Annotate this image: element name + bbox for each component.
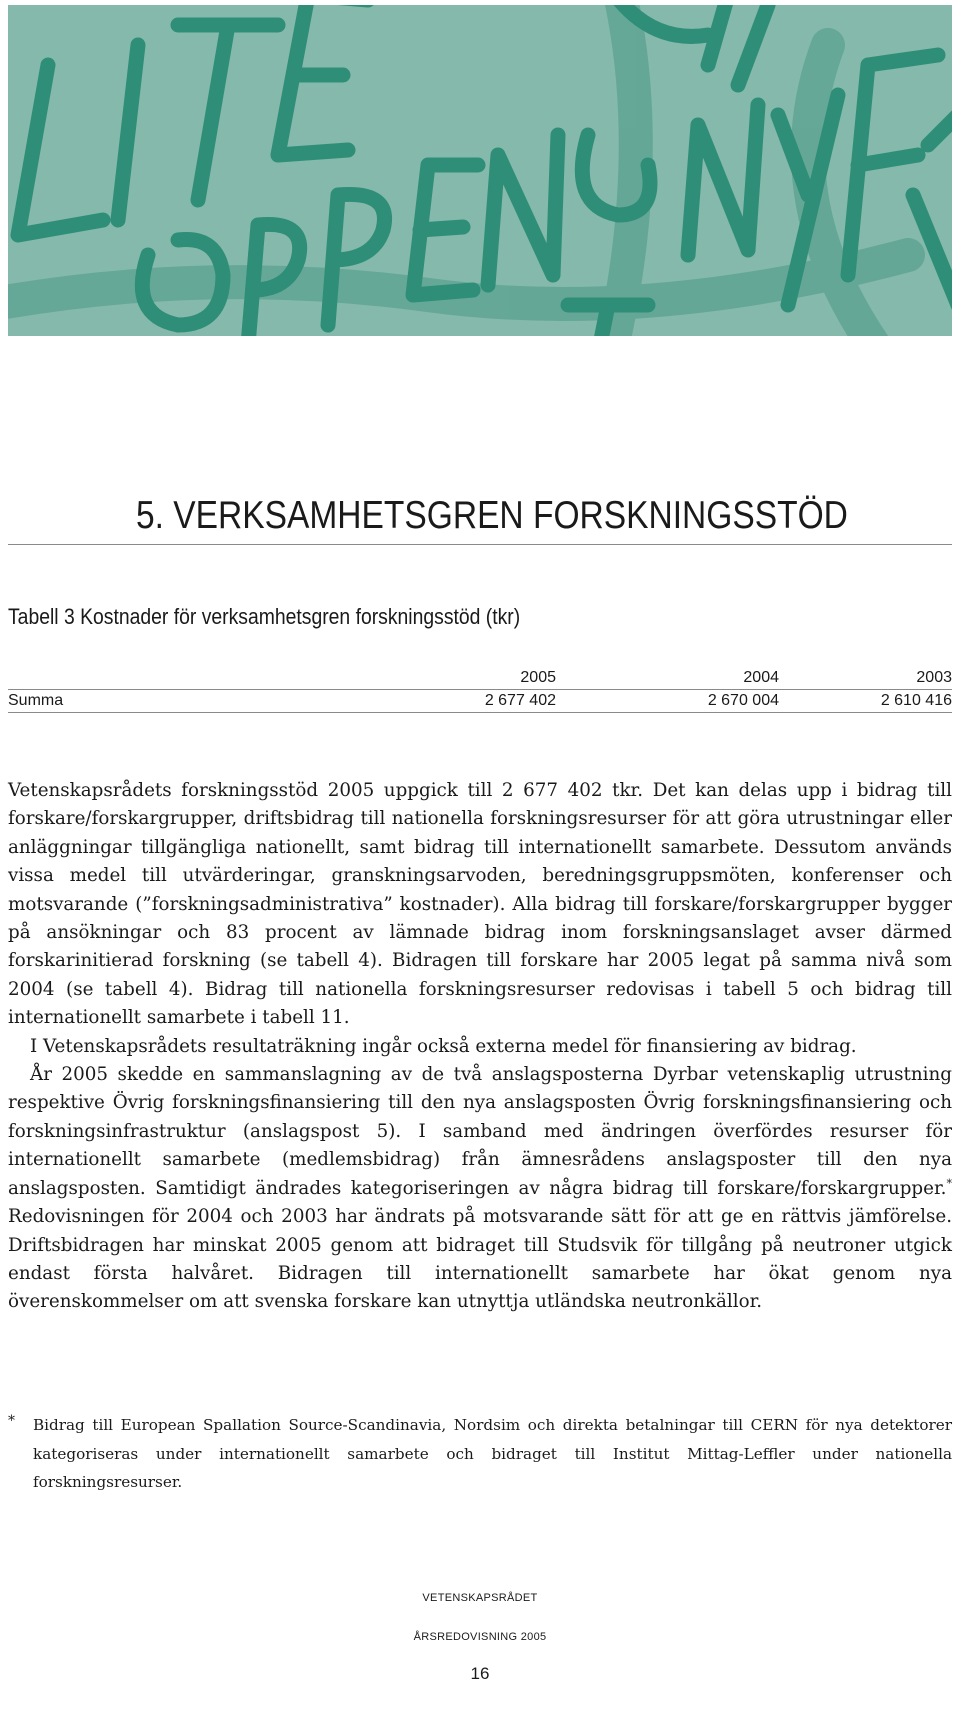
cost-table <box>8 667 952 713</box>
body-text <box>8 777 952 1317</box>
footnote-mark: * <box>8 1413 15 1429</box>
table-row <box>8 690 952 713</box>
paragraph-3-part-2: Redovisningen för 2004 och 2003 har ändrats på motsvarande sätt för att ge en rättvis jämförelse. Driftsbidragen har minskat 2005 genom att bidraget till Studsvik för tillgång på neutroner utgick endast första halvåret. Bidragen till internationellt samarbete har ökat genom nya överenskommelser om att svenska forskare kan utnyttja utländska neutronkällor. <box>8 1206 952 1313</box>
footnote-text: Bidrag till European Spallation Source-Scandinavia, Nordsim och direkta betalningar till CERN för nya detektorer kategoriseras under internationellt samarbete och bidraget till Institut Mittag-Leffler under nationella forskningsresurser. <box>33 1416 952 1491</box>
calligraphy-banner-icon <box>8 5 952 336</box>
value-2003: 2 610 416 <box>880 692 952 709</box>
page-number: 16 <box>470 1664 490 1683</box>
column-header-2004: 2004 <box>743 669 779 686</box>
banner-image <box>8 5 952 336</box>
paragraph-3-part-1: År 2005 skedde en sammanslagning av de två anslagsposterna Dyrbar vetenskaplig utrustning respektive Övrig forskningsfinansiering till den nya anslagsposten Övrig forskningsfinansiering och forskningsinfrastruktur (anslagspost 5). I samband med ändringen överfördes resurser för internationellt samarbete (medlemsbidrag) från ämnesrådens anslagsposter till den nya anslagsposten. Samtidigt ändrades kategoriseringen av några bidrag till forskare/forskargrupper. <box>8 1064 952 1199</box>
value-2005: 2 677 402 <box>484 692 556 709</box>
chapter-title: 5. VERKSAMHETSGREN FORSKNINGSSTÖD <box>136 494 848 537</box>
footnote <box>8 1411 952 1497</box>
column-header-2003: 2003 <box>916 669 952 686</box>
value-2004: 2 670 004 <box>707 692 779 709</box>
footer-org: VETENSKAPSRÅDET <box>422 1592 538 1604</box>
paragraph-1: Vetenskapsrådets forskningsstöd 2005 uppgick till 2 677 402 tkr. Det kan delas upp i bidrag till forskare/forskargrupper, driftsbidrag till nationella forskningsresurser för att göra utrustningar eller anläggningar tillgängliga nationellt, samt bidrag till internationellt samarbete. Dessutom används vissa medel till utvärderingar, granskningsarvoden, beredningsgruppsmöten, konferenser och motsvarande (”forskningsadministrativa” kostnader). Alla bidrag till forskare/forskargrupper bygger på ansökningar och 83 procent av lämnade bidrag inom forskningsanslaget avser därmed forskarinitierad forskning (se tabell 4). Bidragen till forskare har 2005 legat på samma nivå som 2004 (se tabell 4). Bidrag till nationella forskningsresurser redovisas i tabell 5 och bidrag till internationellt samarbete i tabell 11. <box>8 780 952 1029</box>
row-label: Summa <box>8 692 64 709</box>
paragraph-3 <box>8 1061 952 1317</box>
table-header-row <box>8 667 952 690</box>
title-rule <box>8 544 952 545</box>
footnote-reference: * <box>946 1176 952 1190</box>
table-caption: Tabell 3 Kostnader för verksamhetsgren forskningsstöd (tkr) <box>8 604 521 629</box>
column-header-2005: 2005 <box>520 669 556 686</box>
paragraph-2: I Vetenskapsrådets resultaträkning ingår också externa medel för finansiering av bidrag. <box>30 1035 857 1057</box>
footer-report: ÅRSREDOVISNING 2005 <box>413 1631 547 1643</box>
